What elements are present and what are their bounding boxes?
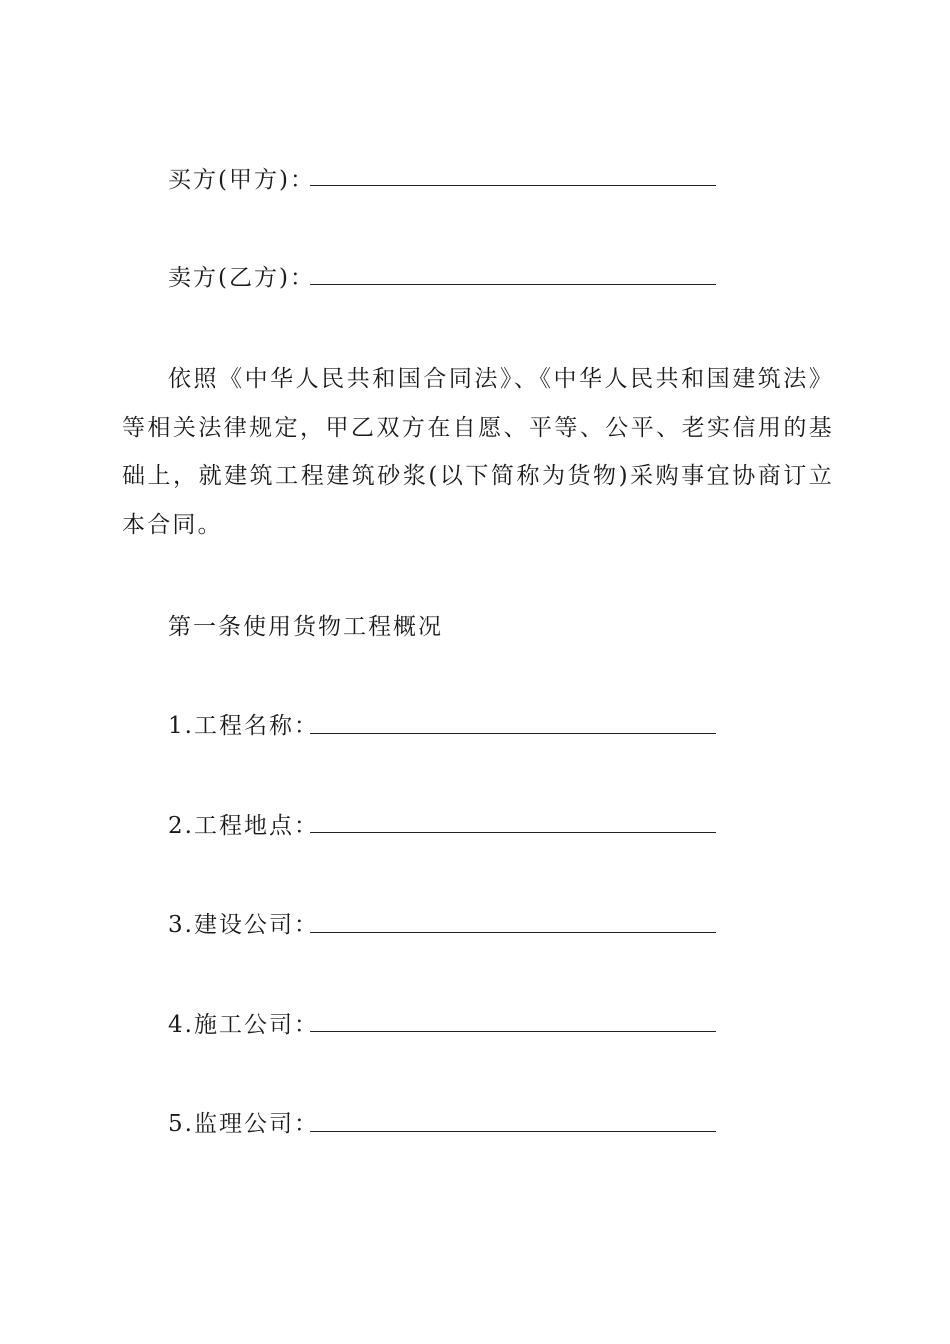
- supervision-company-blank-line: [310, 1131, 716, 1132]
- construction-company-label: 3.建设公司：: [168, 912, 319, 938]
- construction-company-blank-line: [310, 932, 716, 933]
- buyer-blank-line: [310, 185, 716, 186]
- contractor-company-label: 4.施工公司：: [168, 1012, 319, 1038]
- seller-label: 卖方(乙方)：: [168, 265, 315, 291]
- supervision-company-label: 5.监理公司：: [168, 1111, 319, 1137]
- intro-paragraph: 依照《中华人民共和国合同法》、《中华人民共和国建筑法》等相关法律规定，甲乙双方在自愿、平等、公平、老实信用的基础上，就建筑工程建筑砂浆(以下简称为货物)采购事宜协商订立本合同。: [122, 366, 834, 538]
- article-one-title: 第一条使用货物工程概况: [168, 614, 443, 640]
- buyer-label: 买方(甲方)：: [168, 167, 315, 193]
- project-location-label: 2.工程地点：: [168, 813, 319, 839]
- project-name-label: 1.工程名称：: [168, 713, 319, 739]
- project-location-blank-line: [310, 832, 716, 833]
- seller-blank-line: [310, 284, 716, 285]
- project-name-blank-line: [310, 733, 716, 734]
- contractor-company-blank-line: [310, 1031, 716, 1032]
